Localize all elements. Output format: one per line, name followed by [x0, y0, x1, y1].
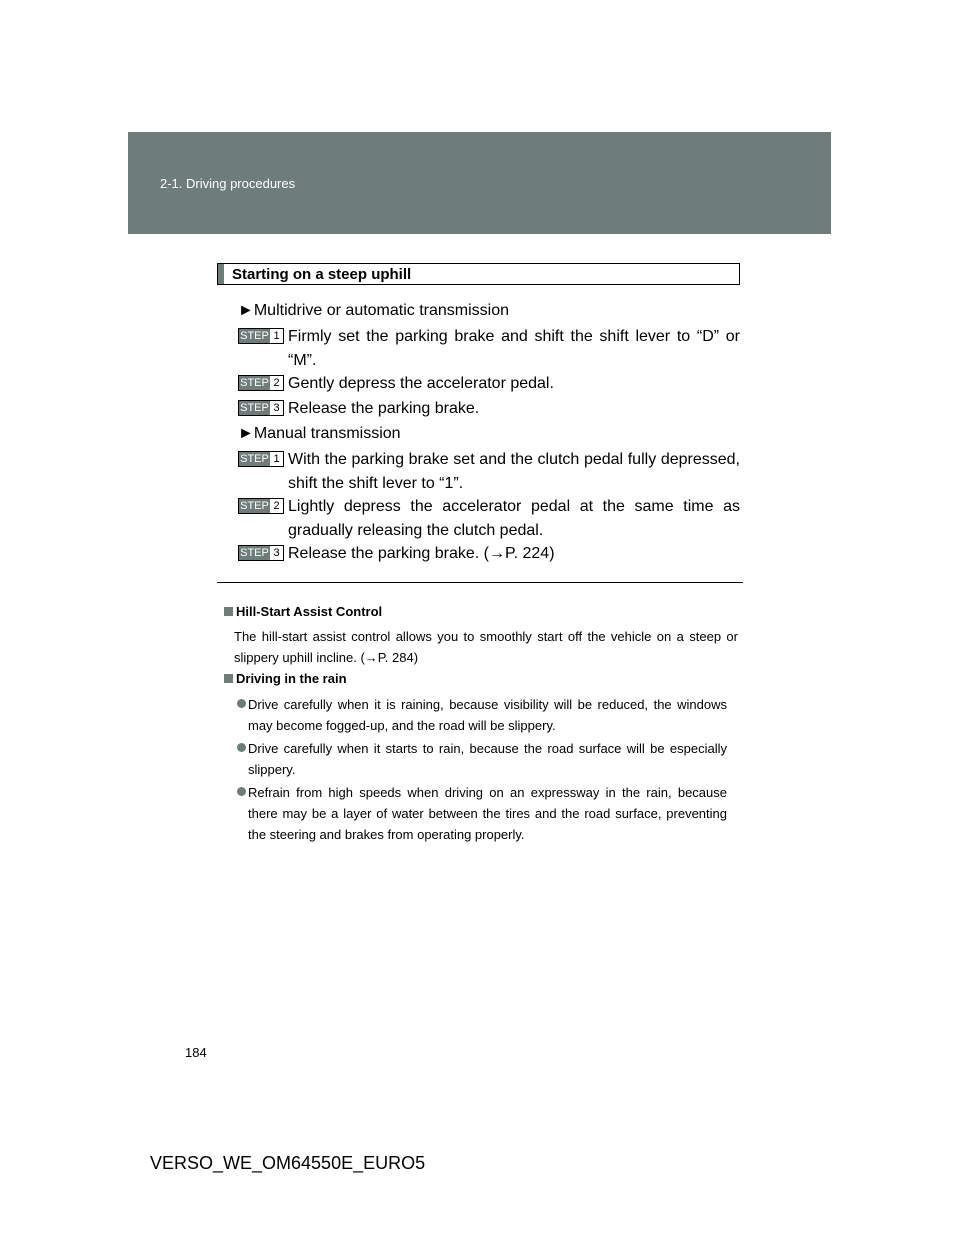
- note-heading: Hill-Start Assist Control: [224, 604, 382, 619]
- step-badge: STEP 1: [238, 328, 284, 344]
- step-badge: STEP 1: [238, 451, 284, 467]
- note-heading: Driving in the rain: [224, 671, 347, 686]
- list-item: Drive carefully when it starts to rain, because the road surface will be especially slippery.: [237, 738, 727, 780]
- list-item: Refrain from high speeds when driving on an expressway in the rain, because there may be a layer of water between the tires and the road surface, preventing the steering and brakes from operating properly.: [237, 782, 727, 845]
- list-item: Drive carefully when it is raining, because visibility will be reduced, the windows may become fogged-up, and the road will be slippery.: [237, 694, 727, 736]
- square-bullet-icon: [224, 607, 233, 616]
- section-divider: [217, 582, 743, 583]
- step-badge: STEP 3: [238, 400, 284, 416]
- section-label: 2-1. Driving procedures: [160, 176, 296, 191]
- square-bullet-icon: [224, 674, 233, 683]
- title-accent-bar: [218, 264, 224, 284]
- circle-bullet-icon: [237, 743, 246, 752]
- page-number: 184: [185, 1045, 207, 1060]
- step-badge: STEP 2: [238, 375, 284, 391]
- circle-bullet-icon: [237, 787, 246, 796]
- group-label-automatic: ►Multidrive or automatic transmission: [238, 302, 510, 319]
- step-badge: STEP 2: [238, 498, 284, 514]
- note-body: The hill-start assist control allows you to smoothly start off the vehicle on a steep or slippery uphill incline. (→P. 284): [234, 629, 738, 665]
- section-title-box: [217, 263, 740, 285]
- circle-bullet-icon: [237, 699, 246, 708]
- step-badge: STEP 3: [238, 545, 284, 561]
- step-text: Release the parking brake. (→P. 224): [288, 545, 555, 562]
- step-text: Release the parking brake.: [288, 400, 480, 417]
- step-text: With the parking brake set and the clutch pedal fully depressed, shift the shift lever to “1”.: [288, 451, 740, 492]
- step-text: Firmly set the parking brake and shift the shift lever to “D” or “M”.: [288, 328, 740, 369]
- document-code: VERSO_WE_OM64550E_EURO5: [150, 1153, 426, 1173]
- group-label-manual: ►Manual transmission: [238, 425, 401, 442]
- step-text: Lightly depress the accelerator pedal at the same time as gradually releasing the clutch pedal.: [288, 498, 740, 539]
- step-text: Gently depress the accelerator pedal.: [288, 375, 554, 392]
- section-title: Starting on a steep uphill: [232, 266, 412, 283]
